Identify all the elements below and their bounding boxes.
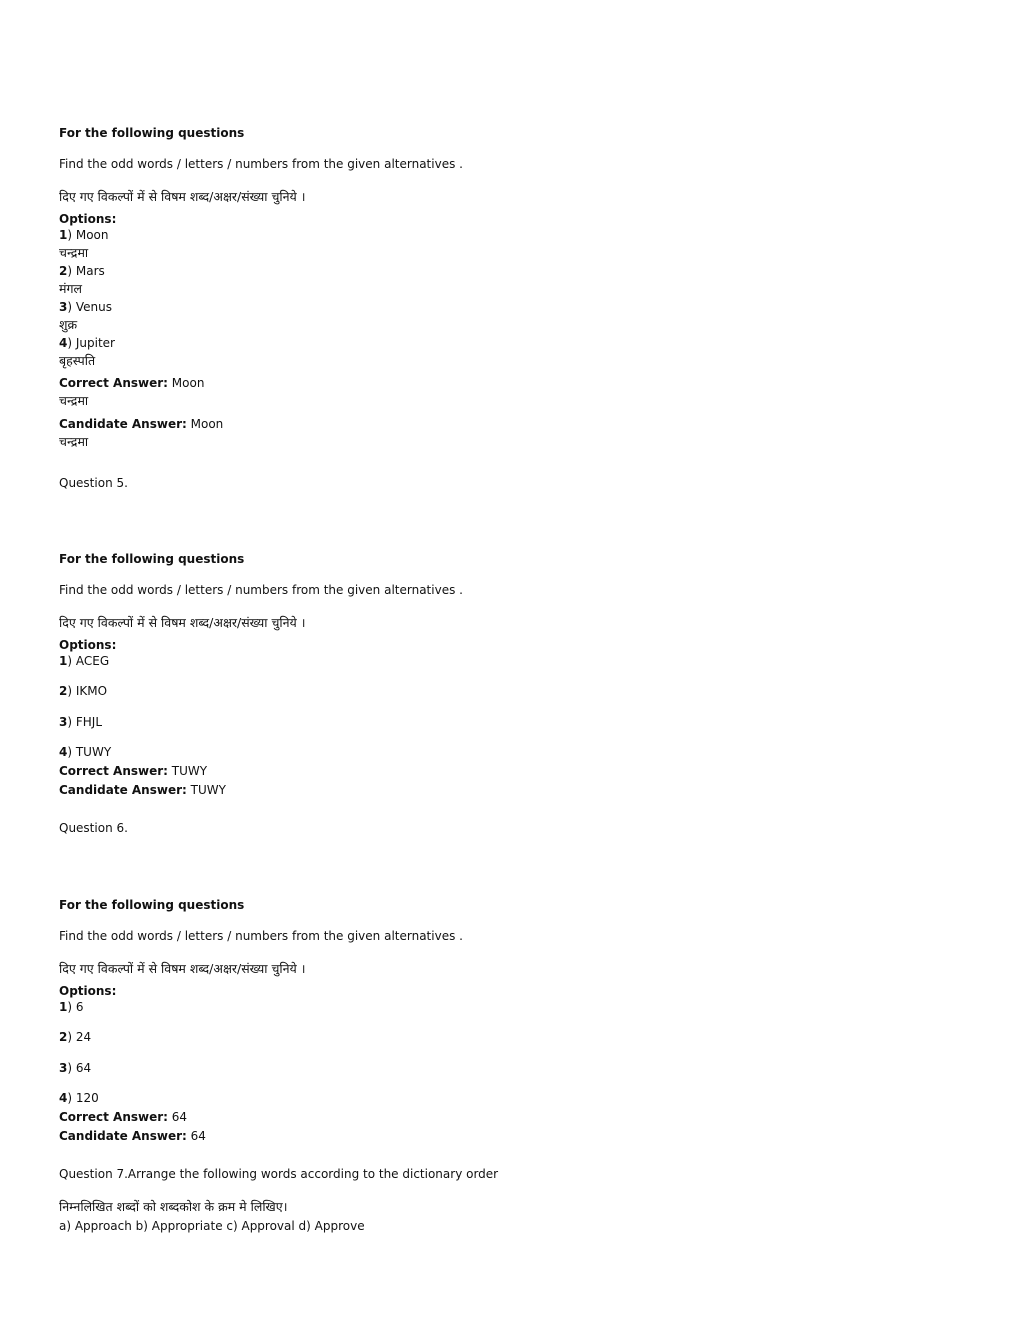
option-item bbox=[59, 653, 109, 669]
option-text: ) IKMO bbox=[67, 684, 108, 698]
question-number: Question 7.Arrange the following words according to the dictionary order bbox=[59, 1167, 499, 1181]
document-page bbox=[59, 0, 959, 1320]
option-number: 4 bbox=[59, 1091, 68, 1105]
option-item bbox=[59, 683, 107, 699]
option-item bbox=[59, 1060, 91, 1076]
question-instruction: Find the odd words / letters / numbers from the given alternatives . bbox=[59, 929, 463, 943]
question-instruction-hindi: दिए गए विकल्पों में से विषम शब्द/अक्षर/संख्या चुनिये । bbox=[59, 615, 306, 630]
candidate-answer-value: 64 bbox=[190, 1129, 206, 1143]
option-number: 2 bbox=[59, 684, 68, 698]
option-number: 1 bbox=[59, 654, 68, 668]
option-item bbox=[59, 227, 109, 243]
option-number: 1 bbox=[59, 228, 68, 242]
option-number: 4 bbox=[59, 745, 68, 759]
option-item bbox=[59, 744, 111, 760]
question-instruction-hindi: दिए गए विकल्पों में से विषम शब्द/अक्षर/संख्या चुनिये । bbox=[59, 961, 306, 976]
option-text: ) Moon bbox=[67, 228, 109, 242]
question-instruction: Find the odd words / letters / numbers from the given alternatives . bbox=[59, 157, 463, 171]
option-hindi: चन्द्रमा bbox=[59, 245, 89, 260]
option-number: 2 bbox=[59, 264, 68, 278]
candidate-answer-hindi: चन्द्रमा bbox=[59, 434, 89, 449]
option-text: ) 6 bbox=[67, 1000, 84, 1014]
option-item bbox=[59, 714, 102, 730]
question-word-list: a) Approach b) Appropriate c) Approval d) Approve bbox=[59, 1219, 365, 1233]
option-number: 2 bbox=[59, 1030, 68, 1044]
question-instruction-hindi: दिए गए विकल्पों में से विषम शब्द/अक्षर/संख्या चुनिये । bbox=[59, 189, 306, 204]
correct-answer-label: Correct Answer: bbox=[59, 376, 168, 390]
correct-answer-value: Moon bbox=[171, 376, 205, 390]
option-item bbox=[59, 999, 84, 1015]
option-text: ) 120 bbox=[67, 1091, 99, 1105]
option-number: 4 bbox=[59, 336, 68, 350]
option-hindi: मंगल bbox=[59, 281, 82, 296]
question-number: Question 5. bbox=[59, 476, 128, 490]
candidate-answer-label: Candidate Answer: bbox=[59, 783, 187, 797]
question-number: Question 6. bbox=[59, 821, 128, 835]
option-item bbox=[59, 335, 115, 351]
options-label: Options: bbox=[59, 212, 117, 226]
option-text: ) Mars bbox=[67, 264, 105, 278]
question-instruction-hindi: निम्नलिखित शब्दों को शब्दकोश के क्रम मे लिखिए। bbox=[59, 1199, 288, 1214]
correct-answer-hindi: चन्द्रमा bbox=[59, 393, 89, 408]
candidate-answer bbox=[59, 416, 223, 432]
option-text: ) FHJL bbox=[67, 715, 103, 729]
candidate-answer bbox=[59, 782, 226, 798]
options-label: Options: bbox=[59, 638, 117, 652]
option-number: 1 bbox=[59, 1000, 68, 1014]
correct-answer bbox=[59, 1109, 187, 1125]
option-text: ) TUWY bbox=[67, 745, 112, 759]
option-number: 3 bbox=[59, 300, 68, 314]
option-text: ) ACEG bbox=[67, 654, 110, 668]
option-text: ) 64 bbox=[67, 1061, 92, 1075]
option-item bbox=[59, 299, 112, 315]
candidate-answer-label: Candidate Answer: bbox=[59, 417, 187, 431]
correct-answer bbox=[59, 375, 204, 391]
candidate-answer-label: Candidate Answer: bbox=[59, 1129, 187, 1143]
option-number: 3 bbox=[59, 1061, 68, 1075]
correct-answer-label: Correct Answer: bbox=[59, 764, 168, 778]
candidate-answer-value: TUWY bbox=[190, 783, 226, 797]
section-heading: For the following questions bbox=[59, 552, 245, 566]
section-heading: For the following questions bbox=[59, 898, 245, 912]
candidate-answer bbox=[59, 1128, 206, 1144]
option-hindi: शुक्र bbox=[59, 317, 78, 332]
option-hindi: बृहस्पति bbox=[59, 353, 96, 368]
section-heading: For the following questions bbox=[59, 126, 245, 140]
options-label: Options: bbox=[59, 984, 117, 998]
candidate-answer-value: Moon bbox=[190, 417, 224, 431]
correct-answer-label: Correct Answer: bbox=[59, 1110, 168, 1124]
correct-answer-value: 64 bbox=[171, 1110, 188, 1124]
option-text: ) Jupiter bbox=[67, 336, 115, 350]
correct-answer bbox=[59, 763, 207, 779]
option-text: ) 24 bbox=[67, 1030, 92, 1044]
option-text: ) Venus bbox=[67, 300, 112, 314]
option-item bbox=[59, 1090, 99, 1106]
correct-answer-value: TUWY bbox=[171, 764, 208, 778]
question-instruction: Find the odd words / letters / numbers from the given alternatives . bbox=[59, 583, 463, 597]
option-item bbox=[59, 1029, 91, 1045]
option-number: 3 bbox=[59, 715, 68, 729]
option-item bbox=[59, 263, 105, 279]
